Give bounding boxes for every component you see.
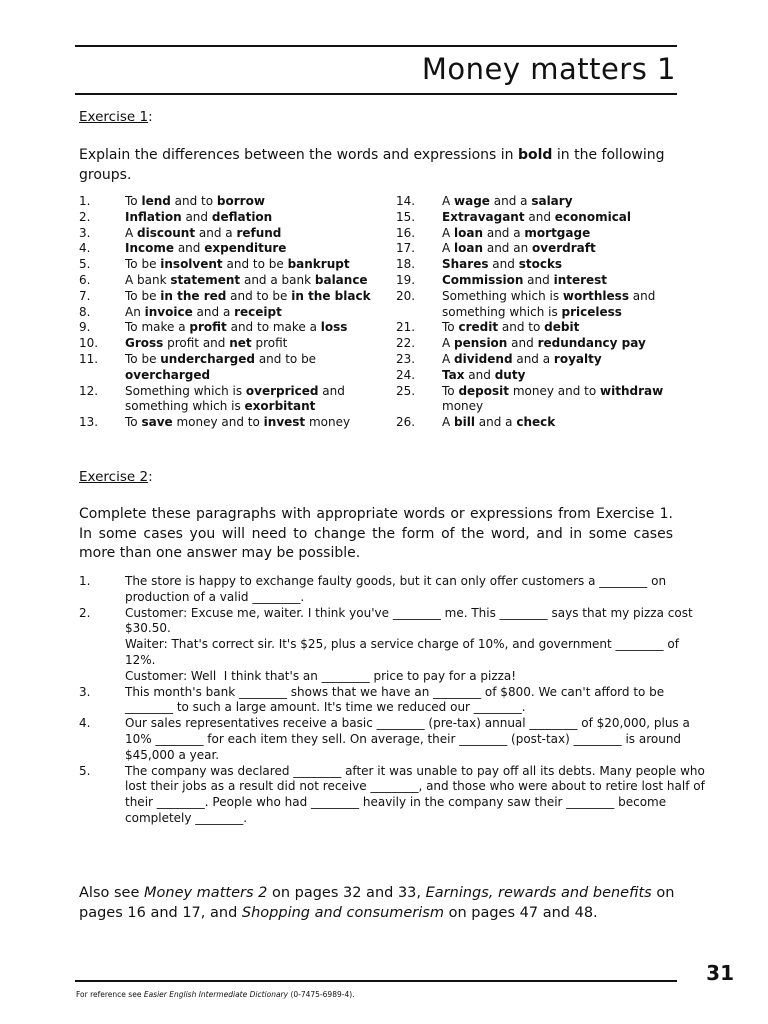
emphasized-text: bankrupt (287, 257, 350, 272)
item-text (125, 210, 379, 226)
item-number: 6. (79, 272, 91, 287)
emphasized-text: Income (125, 241, 175, 256)
instruction-part: Explain the differences between the words and expressions in (79, 147, 518, 163)
list-item (79, 336, 379, 352)
emphasized-text: exorbitant (244, 399, 316, 414)
item-text (442, 273, 681, 289)
list-item (79, 273, 379, 289)
emphasized-text: check (516, 415, 556, 430)
text-segment: Something which is (442, 288, 563, 303)
text-segment: and to be (226, 288, 292, 303)
emphasized-text: Money matters 2 (144, 885, 268, 901)
item-number: 16. (396, 225, 416, 240)
exercise2-heading-text: Exercise 2 (79, 469, 149, 485)
item-text (125, 764, 705, 827)
emphasized-text: priceless (561, 304, 622, 319)
emphasized-text: duty (494, 367, 526, 382)
emphasized-text: Commission (442, 272, 524, 287)
list-item (79, 289, 379, 305)
emphasized-text: net (229, 336, 252, 351)
item-line: ________ to such a large amount. It's time we reduced our ________. (125, 700, 526, 715)
text-segment: and (524, 209, 555, 224)
emphasized-text: lend (141, 194, 171, 208)
text-segment: and (181, 209, 212, 224)
list-item (396, 368, 681, 384)
exercise2-item (79, 716, 690, 763)
item-text (125, 352, 379, 384)
list-item (396, 320, 681, 336)
item-number: 19. (396, 272, 416, 287)
text-segment: and a (483, 225, 525, 240)
item-text (125, 606, 693, 685)
emphasized-text: undercharged (160, 351, 255, 366)
item-text (125, 305, 379, 321)
text-segment: and a (195, 225, 237, 240)
exercise1-heading-text: Exercise 1 (79, 109, 149, 125)
item-number: 21. (396, 320, 416, 335)
emphasized-text: Easier English Intermediate Dictionary (143, 990, 289, 999)
list-item (79, 352, 379, 384)
emphasized-text: credit (458, 320, 499, 335)
text-segment: To make a (125, 320, 190, 335)
text-segment: something which is (442, 304, 562, 319)
emphasized-text: Shares (442, 257, 489, 272)
text-segment: A (442, 336, 455, 351)
item-line: Waiter: That's correct sir. It's $25, plus a service charge of 10%, and government ________ of (125, 637, 679, 652)
emphasized-text: receipt (234, 304, 282, 319)
item-number: 2. (79, 605, 91, 620)
text-segment: money (305, 415, 351, 430)
item-text (125, 716, 690, 763)
emphasized-text: balance (314, 272, 368, 287)
emphasized-text: dividend (454, 351, 513, 366)
text-segment: A (125, 225, 138, 240)
item-number: 3. (79, 225, 91, 240)
list-item (396, 194, 681, 210)
emphasized-text: loan (454, 225, 484, 240)
emphasized-text: economical (554, 209, 632, 224)
footer-reference (76, 990, 355, 999)
item-text (125, 685, 669, 717)
text-segment: and to be (255, 351, 317, 366)
page-title: Money matters 1 (421, 52, 676, 86)
item-text (442, 226, 681, 242)
text-segment: and to be (222, 257, 288, 272)
emphasized-text: pension (454, 336, 508, 351)
text-segment: A bank (125, 272, 171, 287)
text-segment: To be (125, 351, 161, 366)
item-text (125, 336, 379, 352)
item-number: 4. (79, 716, 91, 731)
item-text (125, 194, 379, 210)
exercise2-list (79, 574, 705, 827)
text-segment: and (628, 288, 656, 303)
text-segment: To be (125, 257, 161, 272)
item-text (442, 289, 681, 321)
item-number: 5. (79, 257, 91, 272)
exercise1-heading-colon: : (148, 109, 153, 125)
item-text (442, 210, 681, 226)
text-segment: and a (474, 415, 517, 430)
item-number: 22. (396, 336, 416, 351)
text-segment: and to (498, 320, 545, 335)
text-segment: To (442, 383, 459, 398)
item-text (442, 257, 681, 273)
emphasized-text: statement (170, 272, 241, 287)
list-item (79, 241, 379, 257)
text-segment: To be (125, 288, 161, 303)
text-segment: money (442, 399, 484, 414)
item-number: 18. (396, 257, 416, 272)
emphasized-text: Tax (442, 367, 465, 382)
text-segment: and (523, 272, 554, 287)
emphasized-text: salary (531, 194, 573, 208)
text-segment: A (442, 225, 455, 240)
instruction-part: in the following groups. (79, 147, 665, 183)
text-segment: on pages 16 and 17, and (79, 885, 675, 921)
exercise2-heading (79, 469, 153, 485)
exercise1-left-list (79, 194, 379, 431)
emphasized-text: invoice (144, 304, 193, 319)
also-see-paragraph (79, 883, 679, 923)
item-text (125, 226, 379, 242)
item-number: 11. (79, 351, 99, 366)
text-segment: and (464, 367, 495, 382)
list-item (396, 384, 681, 416)
list-item (79, 194, 379, 210)
text-segment: A (442, 241, 455, 256)
list-item (396, 415, 681, 431)
emphasized-text: redundancy pay (537, 336, 646, 351)
item-text (442, 368, 681, 384)
item-text (125, 289, 379, 305)
item-text (125, 574, 669, 606)
list-item (79, 210, 379, 226)
item-number: 1. (79, 574, 91, 588)
item-number: 7. (79, 288, 91, 303)
item-number: 10. (79, 336, 99, 351)
emphasized-text: Inflation (125, 209, 182, 224)
item-text (125, 257, 379, 273)
emphasized-text: royalty (553, 351, 602, 366)
item-text (125, 320, 379, 336)
exercise2-item (79, 605, 693, 685)
item-line: production of a valid ________. (125, 589, 305, 604)
text-segment: profit and (163, 336, 230, 351)
emphasized-text: Gross (125, 336, 164, 351)
text-segment: and (488, 257, 519, 272)
item-number: 15. (396, 209, 416, 224)
item-line: Customer: Well I think that's an ________ price to pay for a pizza! (125, 668, 517, 683)
text-segment: and a (489, 194, 532, 208)
list-item (396, 210, 681, 226)
list-item (79, 305, 379, 321)
item-line: Customer: Excuse me, waiter. I think you've ________ me. This ________ says that my pizza cost (125, 605, 693, 620)
item-line: 10% ________ for each item they sell. On average, their ________ (post-tax) ________ is around (125, 731, 682, 746)
exercise2-instruction: Complete these paragraphs with appropriate words or expressions from Exercise 1. In some cases you will need to change the form of the word, and in some cases more than one answer may be possible. (79, 506, 673, 561)
emphasized-text: Extravagant (442, 209, 525, 224)
item-line: $45,000 a year. (125, 747, 220, 762)
text-segment: money and to (509, 383, 601, 398)
item-line: their ________. People who had ________ heavily in the company saw their ________ become (125, 795, 667, 810)
item-text (125, 384, 379, 416)
item-number: 5. (79, 763, 91, 778)
item-number: 25. (396, 383, 416, 398)
emphasized-text: loss (320, 320, 348, 335)
exercise2-item (79, 574, 669, 606)
text-segment: money and to (172, 415, 264, 430)
text-segment: For reference see (76, 990, 144, 999)
emphasized-text: stocks (518, 257, 563, 272)
text-segment: A (442, 415, 455, 430)
item-text (442, 336, 681, 352)
item-line: lost their jobs as a result did not receive ________, and those who were about to retire lost half of (125, 779, 705, 794)
text-segment: profit (251, 336, 288, 351)
emphasized-text: deflation (211, 209, 273, 224)
item-text (125, 241, 379, 257)
item-line: completely ________. (125, 810, 248, 825)
item-text (442, 352, 681, 368)
text-segment: on pages 32 and 33, (267, 885, 426, 901)
emphasized-text: in the red (160, 288, 227, 303)
item-line: The store is happy to exchange faulty goods, but it can only offer customers a ________ on (125, 574, 667, 588)
list-item (396, 336, 681, 352)
item-number: 1. (79, 194, 91, 208)
item-number: 13. (79, 415, 99, 430)
bottom-rule (75, 980, 677, 982)
text-segment: Also see (79, 885, 144, 901)
item-text (125, 415, 379, 431)
item-number: 3. (79, 684, 91, 699)
page-number: 31 (706, 961, 734, 985)
text-segment: and a (512, 351, 554, 366)
text-segment: and an (483, 241, 533, 256)
text-segment: A (442, 351, 455, 366)
item-text (442, 384, 681, 416)
item-line: The company was declared ________ after it was unable to pay off all its debts. Many people who (125, 763, 705, 778)
item-number: 23. (396, 351, 416, 366)
emphasized-text: refund (236, 225, 282, 240)
emphasized-text: worthless (562, 288, 629, 303)
emphasized-text: discount (137, 225, 196, 240)
item-text (442, 320, 681, 336)
text-segment: To (125, 415, 142, 430)
list-item (79, 320, 379, 336)
emphasized-text: overcharged (125, 367, 211, 382)
item-text (125, 273, 379, 289)
item-text (442, 415, 681, 431)
text-segment: Something which is (125, 383, 246, 398)
exercise1-instruction (79, 146, 679, 185)
title-rule (75, 93, 677, 95)
text-segment: and (318, 383, 345, 398)
list-item (79, 257, 379, 273)
emphasized-text: deposit (458, 383, 510, 398)
item-number: 20. (396, 288, 416, 303)
text-segment: (0-7475-6989-4). (288, 990, 355, 999)
emphasized-text: interest (553, 272, 608, 287)
text-segment: A (442, 194, 455, 208)
item-line: Our sales representatives receive a basic ________ (pre-tax) annual ________ of $20,000, plus a (125, 716, 690, 731)
list-item (396, 257, 681, 273)
item-number: 17. (396, 241, 416, 256)
item-number: 24. (396, 367, 416, 382)
text-segment: An (125, 304, 145, 319)
list-item (396, 352, 681, 368)
emphasized-text: borrow (216, 194, 265, 208)
emphasized-text: overpriced (245, 383, 319, 398)
list-item (396, 241, 681, 257)
text-segment: something which is (125, 399, 245, 414)
list-item (396, 226, 681, 242)
item-line: $30.50. (125, 621, 171, 636)
text-segment: and (174, 241, 205, 256)
item-number: 8. (79, 304, 91, 319)
emphasized-text: wage (454, 194, 490, 208)
emphasized-text: bill (454, 415, 475, 430)
list-item (396, 273, 681, 289)
text-segment: To (125, 194, 142, 208)
exercise1-heading (79, 109, 153, 125)
text-segment: and to make a (226, 320, 321, 335)
list-item (396, 289, 681, 321)
item-number: 14. (396, 194, 416, 208)
instruction-bold: bold (517, 147, 553, 163)
item-text (442, 194, 681, 210)
item-text (442, 241, 681, 257)
emphasized-text: loan (454, 241, 484, 256)
emphasized-text: mortgage (524, 225, 591, 240)
emphasized-text: debit (544, 320, 580, 335)
text-segment: and a (192, 304, 235, 319)
emphasized-text: expenditure (204, 241, 287, 256)
item-line: This month's bank ________ shows that we have an ________ of $800. We can't afford to be (125, 684, 665, 699)
text-segment: and to (170, 194, 217, 208)
emphasized-text: Shopping and consumerism (241, 905, 444, 921)
item-number: 9. (79, 320, 91, 335)
list-item (79, 226, 379, 242)
emphasized-text: in the black (291, 288, 371, 303)
emphasized-text: save (141, 415, 173, 430)
emphasized-text: Earnings, rewards and benefits (425, 885, 652, 901)
exercise2-item (79, 685, 669, 717)
item-number: 2. (79, 209, 91, 224)
exercise1-right-list (396, 194, 681, 431)
top-rule (75, 45, 677, 47)
text-segment: on pages 47 and 48. (443, 905, 598, 921)
exercise2-item (79, 763, 705, 827)
emphasized-text: profit (189, 320, 227, 335)
text-segment: To (442, 320, 459, 335)
list-item (79, 384, 379, 416)
emphasized-text: insolvent (160, 257, 223, 272)
item-line: 12%. (125, 652, 156, 667)
exercise2-heading-colon: : (148, 469, 153, 485)
emphasized-text: overdraft (532, 241, 596, 256)
item-number: 4. (79, 241, 91, 256)
item-number: 26. (396, 415, 416, 430)
list-item (79, 415, 379, 431)
emphasized-text: withdraw (600, 383, 664, 398)
item-number: 12. (79, 383, 99, 398)
text-segment: and (507, 336, 538, 351)
text-segment: and a bank (240, 272, 315, 287)
emphasized-text: invest (263, 415, 306, 430)
